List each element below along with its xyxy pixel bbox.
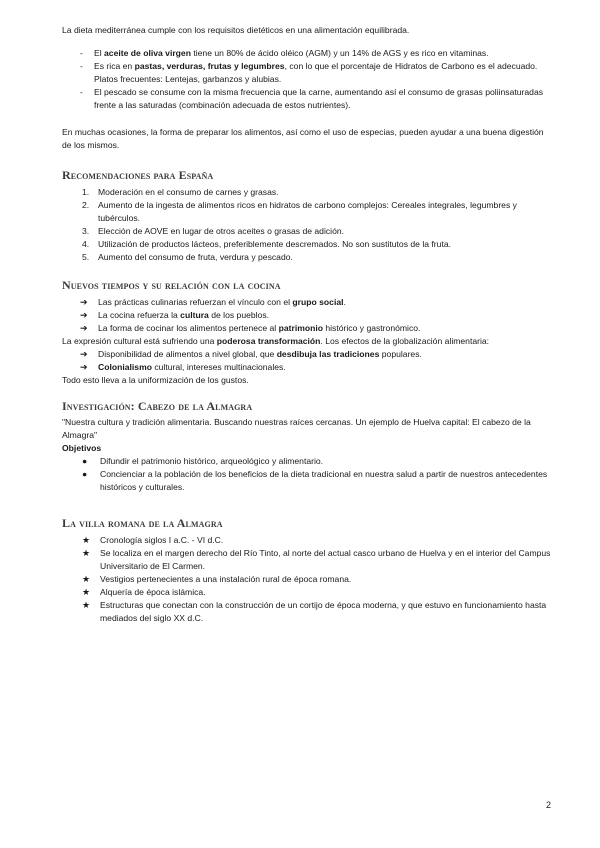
bullet-icon: ●	[82, 469, 88, 479]
list-item: 1. Moderación en el consumo de carnes y grasas.	[82, 187, 279, 197]
list-item: 3. Elección de AOVE en lugar de otros aceites o grasas de adición.	[82, 226, 345, 236]
star-icon: ★	[82, 535, 91, 545]
arrow-icon: ➔	[80, 323, 88, 333]
document-page	[62, 24, 552, 625]
list-item: - El pescado se consume con la misma frecuencia que la carne, aumentando así el consumo de grasas poliinsaturadas frente a las saturadas (combinación adecuada de estos nutrientes).	[80, 87, 544, 110]
list-item: ● Concienciar a la población de los beneficios de la dieta tradicional en nuestra salud a partir de nuestros antecedentes históricos y culturales.	[82, 469, 548, 492]
preparation-paragraph: En muchas ocasiones, la forma de preparar los alimentos, así como el uso de especias, pueden ayudar a una buena digestión de los mismos.	[62, 127, 544, 150]
list-item: ➔ Colonialismo cultural, intereses multinacionales.	[80, 362, 286, 372]
arrow-icon: ➔	[80, 310, 88, 320]
list-item: ★ Vestigios pertenecientes a una instalación rural de época romana.	[82, 574, 352, 584]
dash-marker: -	[80, 48, 83, 58]
star-icon: ★	[82, 587, 91, 597]
dash-marker: -	[80, 61, 83, 71]
globalization-paragraph: La expresión cultural está sufriendo una poderosa transformación. Los efectos de la globalización alimentaria:	[62, 336, 490, 346]
star-icon: ★	[82, 574, 91, 584]
culinary-arrow-list	[62, 296, 552, 335]
section-heading-recomendaciones: Recomendaciones para España	[62, 168, 214, 182]
intro-paragraph: La dieta mediterránea cumple con los requisitos dietéticos en una alimentación equilibrada.	[62, 25, 410, 35]
objectives-label: Objetivos	[62, 443, 102, 453]
list-item: ★ Estructuras que conectan con la construcción de un cortijo de época moderna, y que estuvo en funcionamiento hasta mediados del siglo XX d.C.	[82, 600, 547, 623]
arrow-icon: ➔	[80, 297, 88, 307]
quote-paragraph: "Nuestra cultura y tradición alimentaria. Buscando nuestras raíces cercanas. Un ejemplo de Huelva capital: El cabezo de la Almagra"	[62, 417, 531, 440]
arrow-icon: ➔	[80, 362, 88, 372]
star-icon: ★	[82, 548, 91, 558]
diet-dash-list	[62, 47, 552, 112]
recommendations-list	[62, 186, 552, 264]
list-item: ➔ Disponibilidad de alimentos a nivel global, que desdibuja las tradiciones populares.	[80, 349, 422, 359]
list-item: ➔ La forma de cocinar los alimentos pertenece al patrimonio histórico y gastronómico.	[80, 323, 421, 333]
list-item: ★ Se localiza en el margen derecho del Río Tinto, al norte del actual casco urbano de Huelva y en el interior del Campus Universitario de El Carmen.	[82, 548, 551, 571]
villa-star-list	[62, 534, 552, 625]
section-heading-investigacion: Investigación: Cabezo de la Almagra	[62, 399, 253, 413]
list-item: - El aceite de oliva virgen tiene un 80% de ácido oléico (AGM) y un 14% de AGS y es rico en vitaminas.	[80, 48, 489, 58]
list-item: 2. Aumento de la ingesta de alimentos ricos en hidratos de carbono complejos: Cereales integrales, legumbres y tubérculos.	[82, 200, 517, 223]
section-heading-villa-romana: La villa romana de la Almagra	[62, 516, 223, 530]
list-item: ★ Cronología siglos I a.C. - VI d.C.	[82, 535, 224, 545]
list-item: ● Difundir el patrimonio histórico, arqueológico y alimentario.	[82, 456, 324, 466]
list-item: ➔ Las prácticas culinarias refuerzan el vínculo con el grupo social.	[80, 297, 346, 307]
arrow-icon: ➔	[80, 349, 88, 359]
list-item: 5. Aumento del consumo de fruta, verdura y pescado.	[82, 252, 293, 262]
globalization-arrow-list	[62, 348, 552, 374]
list-item: 4. Utilización de productos lácteos, preferiblemente descremados. No son sustitutos de la fruta.	[82, 239, 452, 249]
dash-marker: -	[80, 87, 83, 97]
objectives-list	[62, 455, 552, 494]
section-heading-nuevos-tiempos: Nuevos tiempos y su relación con la cocina	[62, 278, 281, 292]
list-item: - Es rica en pastas, verduras, frutas y legumbres, con lo que el porcentaje de Hidratos de Carbono es el adecuado. Platos frecuentes: Lentejas, garbanzos y alubias.	[80, 61, 538, 84]
list-item: ★ Alquería de época islámica.	[82, 587, 206, 597]
closing-paragraph: Todo esto lleva a la uniformización de los gustos.	[62, 375, 249, 385]
star-icon: ★	[82, 600, 91, 610]
bullet-icon: ●	[82, 456, 88, 466]
list-item: ➔ La cocina refuerza la cultura de los pueblos.	[80, 310, 270, 320]
page-number: 2	[546, 800, 552, 810]
